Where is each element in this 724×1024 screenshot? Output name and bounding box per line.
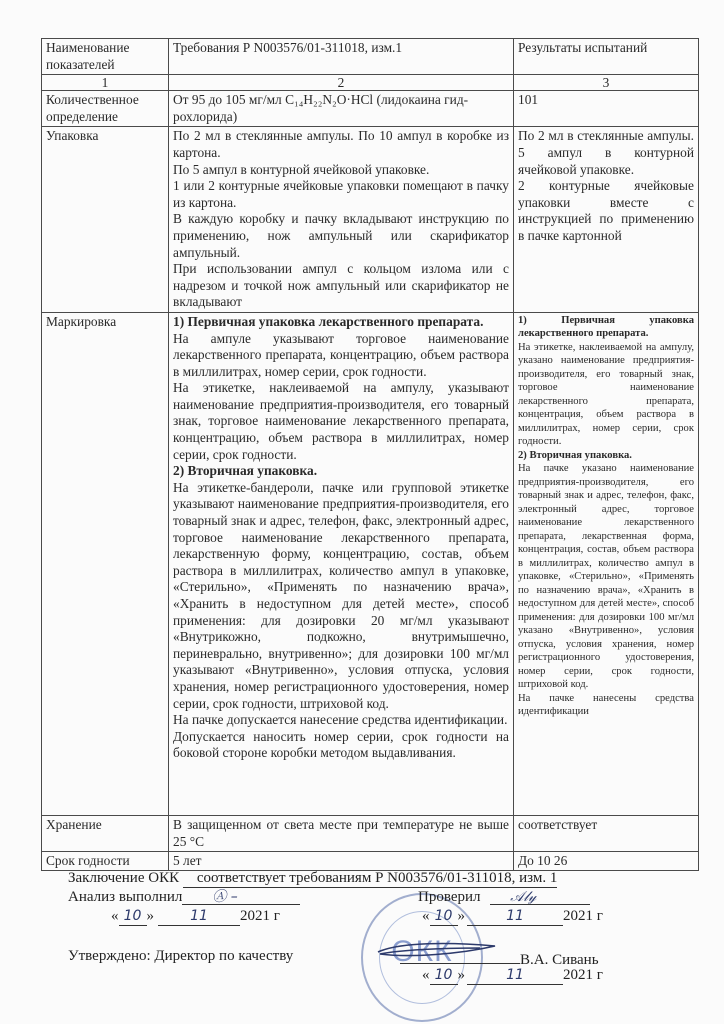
primary-packaging-title: 1) Первичная упаковка лекарственного препарата. <box>518 314 694 340</box>
row-result <box>514 127 699 313</box>
table-row-storage <box>42 815 699 851</box>
director-signature-icon <box>370 940 500 962</box>
analysis-line <box>68 889 300 906</box>
checked-date-day: 10 <box>430 908 458 926</box>
requirement-paragraph: На этикетке, наклеиваемой на ампулу, указывают наименование предприятия-производителя, его товарный знак, торговое наименование лекарственного препарата, концентрацию, объем раствора в миллилитрах, номер серии, срок годности. <box>173 380 509 462</box>
result-paragraph: По 2 мл в стеклянные ампулы. 5 ампул в контурной ячейковой упаковке. <box>518 128 694 177</box>
approved-date-day: 10 <box>430 967 458 985</box>
checked-date-month: 11 <box>467 908 563 926</box>
header-requirements: Требования Р N003576/01-311018, изм.1 <box>169 39 514 75</box>
approved-date: « 10 » 11 2021 г <box>422 967 603 983</box>
secondary-packaging-title: 2) Вторичная упаковка. <box>173 463 318 479</box>
approved-date-month: 11 <box>467 967 563 985</box>
row-result: соответствует <box>514 815 699 851</box>
row-requirement: В защищенном от света месте при температуре не выше 25 °С <box>169 815 514 851</box>
analysis-label: Анализ выполнил <box>68 889 183 905</box>
test-results-table <box>41 38 699 871</box>
checked-signature-line <box>490 889 590 905</box>
analysis-date-month: 11 <box>158 908 240 926</box>
analysis-date-day: 10 <box>119 908 147 926</box>
requirement-paragraph: 1 или 2 контурные ячейковые упаковки помещают в пачку из картона. <box>173 178 509 210</box>
checked-date-year: 2021 г <box>563 908 603 924</box>
row-name: Количественное определение <box>42 91 169 127</box>
row-requirement <box>169 312 514 815</box>
table-header-row <box>42 39 699 75</box>
requirement-paragraph: По 5 ампул в контурной ячейковой упаковке. <box>173 161 430 177</box>
row-result <box>514 312 699 815</box>
table-row-marking <box>42 312 699 815</box>
conclusion-value <box>183 870 557 888</box>
result-paragraph: На этикетке, наклеиваемой на ампулу, указано наименование предприятия-производителя, его товарный знак, торговое наименование лекарственного препарата, концентрация, объем раствора в миллилитрах, номер серии, срок годности. <box>518 341 694 448</box>
requirement-paragraph: Допускается наносить номер серии, срок годности на боковой стороне коробки методом выдавливания. <box>173 728 509 761</box>
row-name: Упаковка <box>42 127 169 313</box>
header-results: Результаты испытаний <box>514 39 699 75</box>
approved-date-year: 2021 г <box>563 967 603 983</box>
row-result: 101 <box>514 91 699 127</box>
result-paragraph: На пачке указано наименование предприятия-производителя, его товарный знак и адрес, телефон, факс, электронный адрес, торговое наименование лекарственного препарата, лекарственная форма, концентрация, состав, объем раствора в миллилитрах, количество ампул в упаковке, «Стерильно», «Применять по назначению врача», «Хранить в недоступном для детей месте», способ применения: для дозировки 100 мг/мл указано «Внутривенно», условия отпуска, условия хранения, номер регистрационного удостоверения, номер серии, срок годности, штриховой код. <box>518 463 694 691</box>
requirement-paragraph: При использовании ампул с кольцом излома или с надрезом и точкой нож ампульный или скарификатор не вкладывают <box>173 261 509 310</box>
row-name: Срок годности <box>42 852 169 871</box>
row-requirement: 5 лет <box>169 852 514 871</box>
row-requirement: От 95 до 105 мг/мл C₁₄H₂₂N₂O·HCl (лидокаина гид-рохлорида) <box>169 91 514 127</box>
row-result: До 10 26 <box>514 852 699 871</box>
result-paragraph: 2 контурные ячейковые упаковки вместе с инструкцией по применению в пачке картонной <box>518 178 694 243</box>
secondary-packaging-title: 2) Вторичная упаковка. <box>518 449 632 461</box>
row-name: Маркировка <box>42 312 169 815</box>
requirement-paragraph: По 2 мл в стеклянные ампулы. По 10 ампул в коробке из картона. <box>173 128 509 160</box>
primary-packaging-title: 1) Первичная упаковка лекарственного препарата. <box>173 313 484 329</box>
checked-line <box>418 889 590 906</box>
table-row-quantity <box>42 91 699 127</box>
approved-name: В.А. Сивань <box>520 952 599 968</box>
analysis-date: « 10 » 11 2021 г <box>111 908 280 924</box>
column-number-3: 3 <box>514 75 699 91</box>
analysis-date-year: 2021 г <box>240 908 280 924</box>
column-number-1: 1 <box>42 75 169 91</box>
checked-label: Проверил <box>418 889 481 905</box>
result-paragraph: На пачке нанесены средства идентификации <box>518 692 694 718</box>
table-row-shelf-life <box>42 852 699 871</box>
conclusion-text: соответствует требованиям Р N003576/01-311018, изм. 1 <box>196 870 558 886</box>
checked-date: « 10 » 11 2021 г <box>422 908 603 924</box>
column-number-row <box>42 75 699 91</box>
row-name: Хранение <box>42 815 169 851</box>
table-row-packaging <box>42 127 699 313</box>
requirement-paragraph: На этикетке-бандероли, пачке или групповой этикетке указывают наименование предприятия-производителя, его товарный знак и адрес, телефон, факс, электронный адрес, торговое наименование лекарственного препарата, лекарственную форму, концентрацию, состав, объем раствора в миллилитрах, количество ампул в упаковке, «Стерильно», «Применять по назначению врача», «Хранить в недоступном для детей месте», способ применения: для дозировки 20 мг/мл указывают «Внутрикожно, подкожно, внутримышечно, периневрально, внутривенно»; для дозировки 100 мг/мл указывают «Внутривенно», условия отпуска, условия хранения, номер регистрационного удостоверения, номер серии, срок годности, штриховой код. <box>173 479 509 711</box>
conclusion-label: Заключение ОКК <box>68 870 180 886</box>
row-requirement <box>169 127 514 313</box>
approved-label: Утверждено: Директор по качеству <box>68 948 294 964</box>
checked-signature: 𝒜𝓁𝓎 <box>510 889 537 905</box>
requirement-paragraph: На ампуле указывают торговое наименование лекарственного препарата, концентрацию, объем раствора в миллилитрах, номер серии, срок годности. <box>173 330 509 379</box>
stamp-text: ОКК <box>391 935 453 968</box>
conclusion-line <box>68 870 557 888</box>
analysis-signature-line <box>182 889 300 905</box>
analysis-signature: Ⓐ – <box>212 889 238 905</box>
requirement-paragraph: На пачке допускается нанесение средства идентификации. <box>173 712 508 728</box>
requirement-paragraph: В каждую коробку и пачку вкладывают инструкцию по применению, нож ампульный или скарификатор ампульный. <box>173 211 509 260</box>
header-indicators: Наименование показателей <box>42 39 169 75</box>
column-number-2: 2 <box>169 75 514 91</box>
